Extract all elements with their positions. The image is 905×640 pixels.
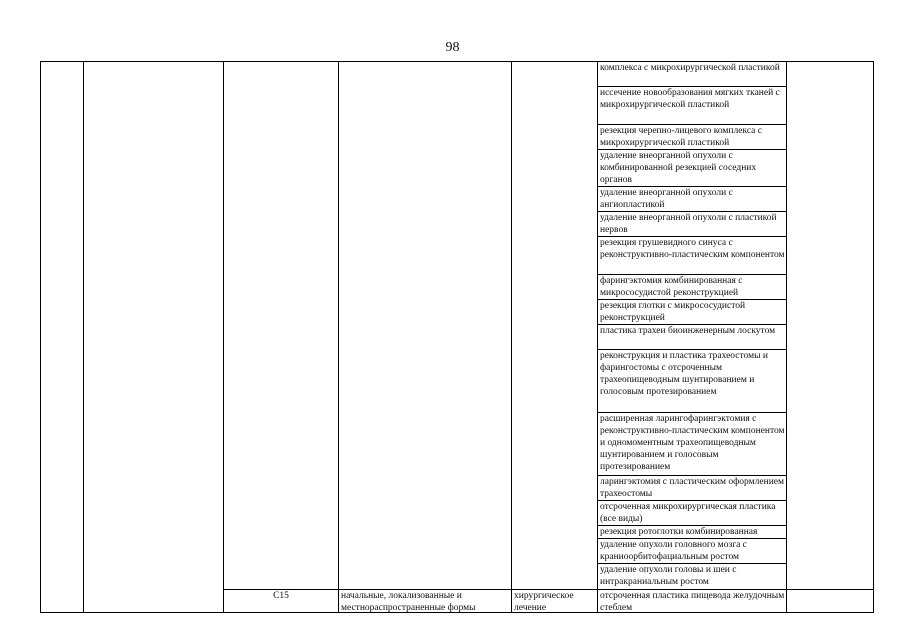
column-divider [597, 61, 598, 613]
column-divider [511, 61, 512, 613]
procedure-cell: отсроченная пластика пищевода желудочным стеблем [600, 591, 785, 613]
column-divider [338, 61, 339, 613]
procedure-cell: иссечение новообразования мягких тканей с микрохирургической пластикой [600, 88, 780, 111]
procedure-cell: резекция глотки с микрососудистой реконструкцией [600, 301, 746, 324]
procedure-cell: отсроченная микрохирургическая пластика (все виды) [600, 502, 776, 525]
procedure-cell: удаление внеорганной опухоли с ангиопластикой [600, 188, 733, 211]
procedure-cell: удаление внеорганной опухоли с пластикой нервов [600, 213, 777, 236]
procedure-cell: пластика трахеи биоинженерным лоскутом [600, 326, 776, 336]
procedure-cell: реконструкция и пластика трахеостомы и фарингостомы с отсроченным трахеопищеводным шунтированием и голосовым протезированием [600, 351, 768, 398]
condition-cell: начальные, локализованные и местнораспространенные формы [341, 591, 476, 613]
procedure-cell: комплекса с микрохирургической пластикой [600, 63, 780, 73]
procedure-cell: резекция ротоглотки комбинированная [600, 527, 758, 537]
procedure-cell: резекция черепно-лицевого комплекса с микрохирургической пластикой [600, 126, 762, 149]
procedure-cell: удаление внеорганной опухоли с комбинированной резекцией соседних органов [600, 151, 757, 186]
procedure-cell: резекция грушевидного синуса с реконструктивно-пластическим компонентом [600, 238, 785, 261]
column-divider [786, 61, 787, 613]
procedure-cell: удаление опухоли головы и шеи с интракраниальным ростом [600, 565, 737, 588]
column-divider [83, 61, 84, 613]
page-number: 98 [445, 40, 460, 55]
procedure-cell: фарингэктомия комбинированная с микрососудистой реконструкцией [600, 276, 743, 299]
procedure-cell: ларингэктомия с пластическим оформлением трахеостомы [600, 477, 785, 500]
column-divider [223, 61, 224, 613]
treatment-type-cell: хирургическое лечение [514, 591, 574, 613]
diagnosis-code: С15 [273, 591, 289, 601]
procedure-cell: удаление опухоли головного мозга с краниоорбитофациальным ростом [600, 540, 747, 563]
procedure-cell: расширенная ларингофарингэктомия с реконструктивно-пластическим компонентом и одномоментным трахеопищеводным шунтированием и голосовым протезированием [600, 414, 785, 473]
